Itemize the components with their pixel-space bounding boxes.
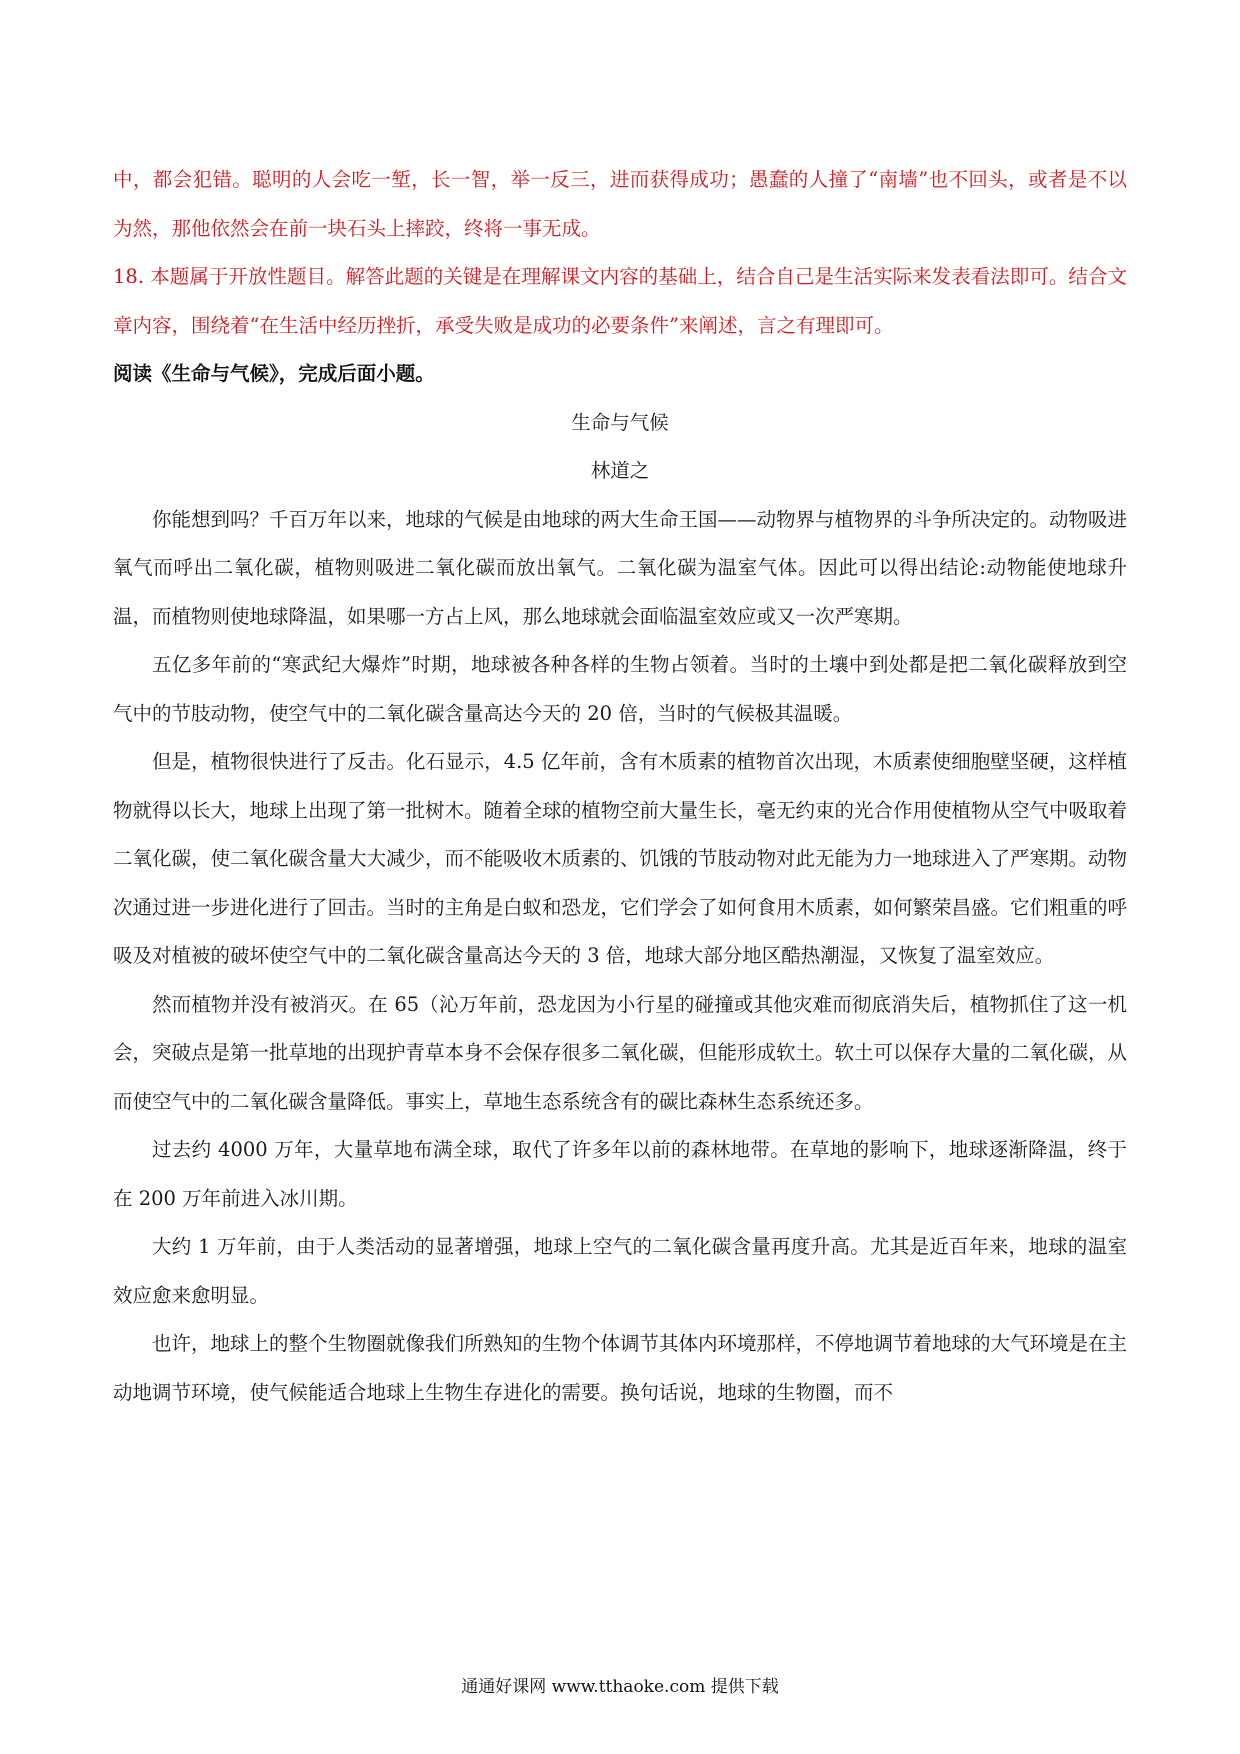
- article-paragraph-7: 也许，地球上的整个生物圈就像我们所熟知的生物个体调节其体内环境那样，不停地调节着地球的大气环境是在主动地调节环境，使气候能适合地球上生物生存进化的需要。换句话说，地球的生物圈，而不: [113, 1332, 1128, 1404]
- page-content: [113, 156, 1127, 1417]
- article-paragraph-6: 大约 1 万年前，由于人类活动的显著增强，地球上空气的二氧化碳含量再度升高。尤其是近百年来，地球的温室效应愈来愈明显。: [113, 1235, 1127, 1307]
- article-title: 生命与气候: [571, 410, 669, 434]
- article-paragraph-2: 五亿多年前的“寒武纪大爆炸”时期，地球被各种各样的生物占领着。当时的土壤中到处都是把二氧化碳释放到空气中的节肢动物，使空气中的二氧化碳含量高达今天的 20 倍，当时的气候极其温暖。: [113, 653, 1127, 725]
- article-paragraph-3: 但是，植物很快进行了反击。化石显示，4.5 亿年前，含有木质素的植物首次出现，木质素使细胞壁坚硬，这样植物就得以长大，地球上出现了第一批树木。随着全球的植物空前大量生长，毫无约束的光合作用使植物从空气中吸取着二氧化碳，使二氧化碳含量大大减少，而不能吸收木质素的、饥饿的节肢动物对此无能为力一地球进入了严寒期。动物次通过进一步进化进行了回击。当时的主角是白蚁和恐龙，它们学会了如何食用木质素，如何繁荣昌盛。它们粗重的呼吸及对植被的破坏使空气中的二氧化碳含量高达今天的 3 倍，地球大部分地区酷热潮湿，又恢复了温室效应。: [113, 750, 1128, 967]
- page-footer: 通通好课网 www.tthaoke.com 提供下载: [461, 1677, 779, 1697]
- article-paragraph-5: 过去约 4000 万年，大量草地布满全球，取代了许多年以前的森林地带。在草地的影响下，地球逐渐降温，终于在 200 万年前进入冰川期。: [113, 1138, 1127, 1210]
- article-paragraph-4: 然而植物并没有被消灭。在 65（沁万年前，恐龙因为小行星的碰撞或其他灾难而彻底消失后，植物抓住了这一机会，突破点是第一批草地的出现护青草本身不会保存很多二氧化碳，但能形成软土。软土可以保存大量的二氧化碳，从而使空气中的二氧化碳含量降低。事实上，草地生态系统含有的碳比森林生态系统还多。: [113, 992, 1128, 1113]
- reading-instruction: 阅读《生命与气候》，完成后面小题。: [113, 362, 435, 385]
- article-paragraph-1: 你能想到吗？千百万年以来，地球的气候是由地球的两大生命王国——动物界与植物界的斗争所决定的。动物吸进氧气而呼出二氧化碳，植物则吸进二氧化碳而放出氧气。二氧化碳为温室气体。因此可以得出结论:动物能使地球升温，而植物则使地球降温，如果哪一方占上风，那么地球就会面临温室效应或又一次严寒期。: [113, 507, 1128, 628]
- article-author: 林道之: [590, 459, 650, 482]
- answer-18: 18. 本题属于开放性题目。解答此题的关键是在理解课文内容的基础上，结合自己是生活实际来发表看法即可。结合文章内容，围绕着“在生活中经历挫折，承受失败是成功的必要条件”来阐述，言之有理即可。: [113, 265, 1127, 337]
- answer-continuation: 中，都会犯错。聪明的人会吃一堑，长一智，举一反三，进而获得成功；愚蠢的人撞了“南墙”也不回头，或者是不以为然，那他依然会在前一块石头上摔跤，终将一事无成。: [113, 168, 1127, 240]
